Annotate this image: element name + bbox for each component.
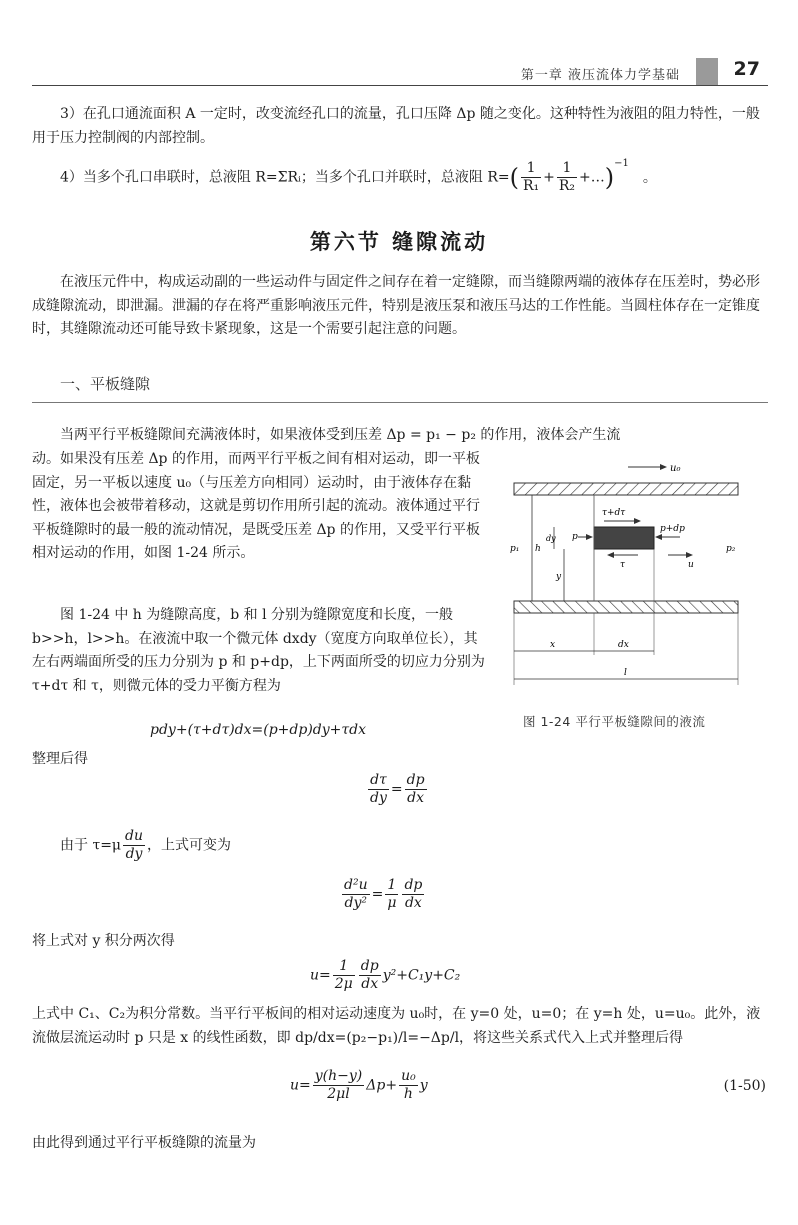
- body-para-2: 图 1-24 中 h 为缝隙高度，b 和 l 分别为缝隙宽度和长度，一般 b>>h，l>>h。在液流中取一个微元体 dxdy（宽度方向取单位长），其左右两端面所受的压力分别为 p 和 p+dp，上下两面所受的切应力分别为 τ+dτ 和 τ，则微元体的受力平衡方程为: [32, 607, 485, 694]
- eq4-f2num: dp: [360, 958, 379, 974]
- eq4-f2den: dx: [361, 976, 379, 992]
- body-para-3: 上式中 C₁、C₂为积分常数。当平行平板间的相对运动速度为 u₀时，在 y=0 处，u=0；在 y=h 处，u=u₀。此外，液流做层流运动时 p 只是 x 的线性函数，即 dp/dx=(p₂−p₁)/l=−Δp/l，将这些关系式代入上式并整理后得: [32, 1006, 761, 1046]
- text-after-balance: 整理后得: [32, 751, 88, 767]
- body-para-1-line1: 当两平行平板缝隙间充满液体时，如果液体受到压差 Δp = p₁ − p₂ 的作用，液体会产生流: [60, 427, 621, 443]
- figure-caption: 图 1-24 平行平板缝隙间的液流: [523, 714, 706, 729]
- eq2-lden: dy: [370, 790, 387, 806]
- running-header: [32, 56, 768, 86]
- eq5-c: y: [419, 1077, 428, 1094]
- eq5-a: u=: [290, 1077, 311, 1094]
- header-bar: [696, 58, 718, 86]
- eq5-f1den: 2μl: [327, 1086, 350, 1102]
- top-plate: [514, 483, 738, 495]
- eq4-f1num: 1: [333, 958, 355, 976]
- paragraph-3: 3）在孔口通流面积 A 一定时，改变流经孔口的流量，孔口压降 Δp 随之变化。这种特性为液阻的阻力特性，一般用于压力控制阀的内部控制。: [32, 106, 760, 146]
- text-flow: 由此得到通过平行平板缝隙的流量为: [32, 1135, 256, 1151]
- equation-2: $\frac{d\tau}{dy}$ = $\frac{dp}{dx}$: [370, 772, 425, 806]
- p4-f1-den: R₁: [522, 178, 540, 194]
- p4-f2-num: 1: [557, 160, 577, 178]
- p4-text: 4）当多个孔口串联时，总液阻 R=ΣRᵢ；当多个孔口并联时，总液阻 R=: [60, 169, 510, 186]
- eq3-lnum: d²u: [344, 877, 368, 893]
- since-fden: dy: [125, 846, 143, 862]
- eq2-rnum: dp: [406, 772, 425, 788]
- eq3-rnum: dp: [404, 877, 423, 893]
- label-u: u: [688, 560, 694, 570]
- label-u0: u₀: [670, 463, 681, 474]
- subsection-rule: [32, 402, 768, 403]
- header-rule: [32, 85, 768, 86]
- page-number: 27: [733, 58, 760, 80]
- label-x: x: [550, 640, 556, 650]
- equation-number: (1-50): [723, 1078, 766, 1094]
- eq3-mden: μ: [387, 895, 397, 911]
- subsection-title: 一、平板缝隙: [60, 375, 151, 393]
- eq2-rden: dx: [407, 790, 424, 806]
- section-intro: 在液压元件中，构成运动副的一些运动件与固定件之间存在着一定缝隙，而当缝隙两端的液体存在压差时，势必形成缝隙流动，即泄漏。泄漏的存在将严重影响液压元件，特别是液压泵和液压马达的工作性能。当圆柱体存在一定锥度时，其缝隙流动还可能导致卡紧现象，这是一个需要引起注意的问题。: [32, 274, 760, 337]
- figure-1-24: [508, 455, 744, 695]
- chapter-title: 第一章 液压流体力学基础: [520, 68, 680, 83]
- label-dx: dx: [618, 640, 629, 650]
- label-h: h: [535, 544, 541, 554]
- body-para-1: 动。如果没有压差 Δp 的作用，而两平行平板之间有相对运动，即一平板固定，另一平板以速度 u₀（与压差方向相同）运动时，由于液体存在黏性，液体也会被带着移动，这就是剪切作用所引起的流动。液体通过平行平板缝隙时的最一般的流动情况，是既受压差 Δp 的作用，又受平行平板相对运动的作用，如图 1-24 所示。: [32, 451, 480, 561]
- eq2-lnum: dτ: [368, 772, 389, 790]
- eq4-f1den: 2μ: [334, 976, 353, 992]
- equation-3: $\frac{\text{d²u}}{\text{dy²}}$ = $\frac{1}{\mu}$ $\frac{dp}{dx}$: [344, 877, 423, 911]
- p4-tail: +…: [579, 169, 605, 186]
- equation-balance: pdy+(τ+dτ)dx=(p+dp)dy+τdx: [150, 722, 367, 738]
- paragraph-4: 4）当多个孔口串联时，总液阻 R=ΣRᵢ；当多个孔口并联时，总液阻 R=( $\frac{1}{\text{R₁}}$ + $\frac{1}{\text{R₂}}$ +…)$^{-1}$。: [60, 157, 657, 194]
- eq4-a: u=: [310, 967, 331, 984]
- since-fnum: du: [125, 828, 144, 844]
- eq5-f2den: h: [403, 1086, 413, 1102]
- p4-f2-den: R₂: [558, 178, 576, 194]
- label-dy: dy: [546, 534, 556, 543]
- fluid-element: [594, 527, 654, 549]
- eq3-mnum: 1: [385, 877, 398, 895]
- p4-exp: −1: [614, 157, 629, 169]
- equation-1-50: [290, 1068, 766, 1103]
- eq4-b: y²+C₁y+C₂: [382, 967, 461, 984]
- label-p1: p₁: [510, 544, 520, 554]
- label-l: l: [624, 668, 627, 678]
- eq5-f1num: y(h−y): [314, 1068, 363, 1084]
- section-title: 第六节 缝隙流动: [309, 229, 489, 254]
- text-since-tau: [60, 828, 231, 863]
- bottom-plate: [514, 601, 738, 613]
- since-b: ，上式可变为: [147, 837, 232, 854]
- p4-f1-num: 1: [521, 160, 541, 178]
- label-p: p: [572, 532, 578, 542]
- label-p-dp: p+dp: [660, 524, 685, 534]
- eq3-lden: dy²: [344, 895, 368, 911]
- eq3-rden: dx: [404, 895, 422, 911]
- eq5-b: Δp+: [366, 1077, 398, 1094]
- label-tau-dtau: τ+dτ: [602, 508, 626, 518]
- label-p2: p₂: [726, 544, 736, 554]
- label-tau: τ: [620, 560, 625, 570]
- eq5-f2num: u₀: [401, 1068, 416, 1084]
- p4-end: 。: [642, 169, 657, 186]
- label-y: y: [556, 572, 562, 582]
- text-integrate: 将上式对 y 积分两次得: [32, 933, 175, 949]
- equation-4: [310, 958, 460, 993]
- since-a: 由于 τ=μ: [60, 837, 122, 854]
